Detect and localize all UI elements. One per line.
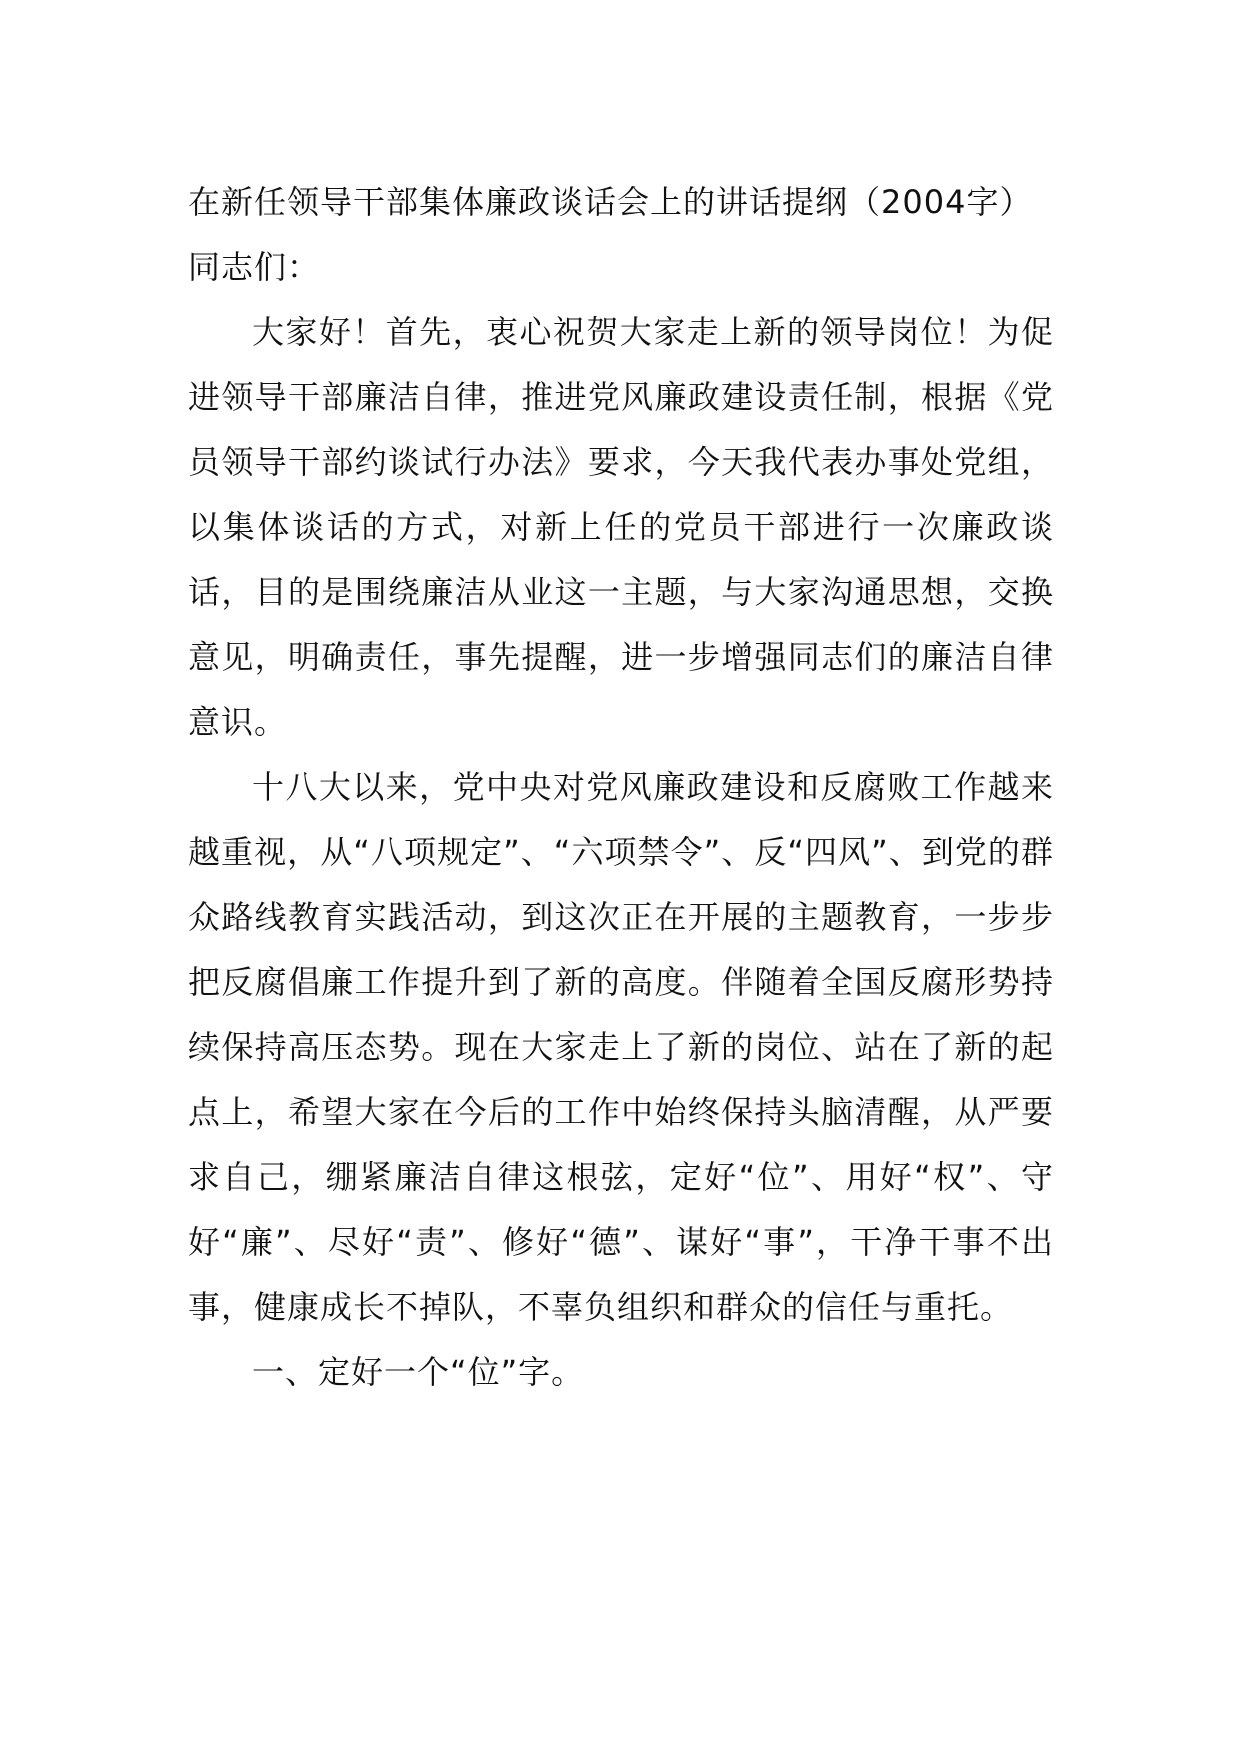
section-heading: 一、定好一个“位”字。	[252, 1353, 585, 1391]
paragraph-background: 十八大以来，党中央对党风廉政建设和反腐败工作越来越重视，从“八项规定”、“六项禁令”、反“四风”、到党的群众路线教育实践活动，到这次正在开展的主题教育，一步步把反腐倡廉工作提升到了新的高度。伴随着全国反腐形势持续保持高压态势。现在大家走上了新的岗位、站在了新的起点上，希望大家在今后的工作中始终保持头脑清醒，从严要求自己，绷紧廉洁自律这根弦，定好“位”、用好“权”、守好“廉”、尽好“责”、修好“德”、谋好“事”，干净干事不出事，健康成长不掉队，不辜负组织和群众的信任与重托。	[188, 768, 1054, 1326]
paragraph-greeting: 大家好！首先，衷心祝贺大家走上新的领导岗位！为促进领导干部廉洁自律，推进党风廉政建设责任制，根据《党员领导干部约谈试行办法》要求，今天我代表办事处党组，以集体谈话的方式，对新上任的党员干部进行一次廉政谈话，目的是围绕廉洁从业这一主题，与大家沟通思想，交换意见，明确责任，事先提醒，进一步增强同志们的廉洁自律意识。	[188, 313, 1054, 741]
document-body	[188, 170, 1054, 1405]
document-title: 在新任领导干部集体廉政谈话会上的讲话提纲（2004字）	[188, 183, 1033, 221]
salutation: 同志们：	[188, 248, 321, 286]
